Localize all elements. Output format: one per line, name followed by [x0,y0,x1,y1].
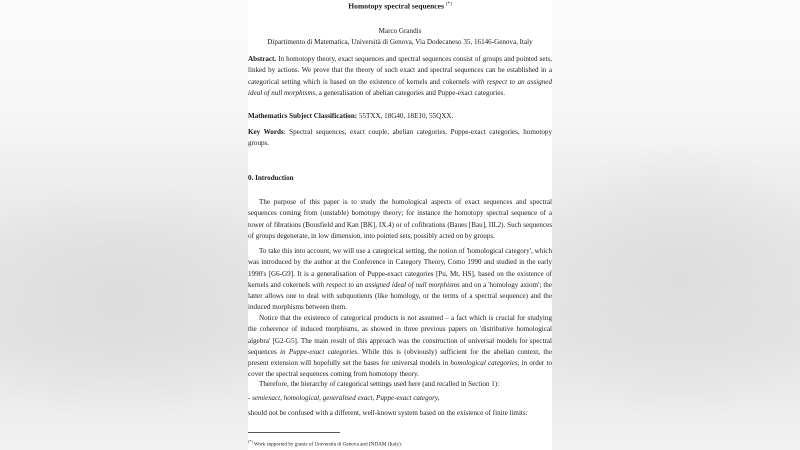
paragraph [248,313,552,381]
paper-title-text: Homotopy spectral sequences [348,1,444,11]
key-words [248,127,552,150]
paragraph-italic: homological categories [450,359,518,368]
abstract [248,54,552,99]
footnote-divider [248,432,340,433]
paragraph-italic: in Puppe-exact categories [280,347,358,356]
footnote [248,438,402,449]
paragraph-italic: with respect to an assigned ideal of null morphisms [311,280,460,289]
paragraph [248,246,552,314]
subject-classification [248,111,552,122]
author-name: Marco Grandis [378,27,422,35]
paragraph: Therefore, the hierarchy of categorical settings used here (and recalled in Section 1): [259,380,500,388]
footnote-text: Work supported by grants of Università di Genova and INDAM (Italy). [252,441,402,448]
abstract-label: Abstract. [248,55,277,63]
paragraph-text: Notice that the existence of categorical products is not assumed – a fact which is crucial for studying the coherence of induced morphisms, as showed in three previous papers on 'distributive homological algebra' [G2-G5]. The main result of this approach was the construction of universal models for spectral sequences [248,314,552,356]
abstract-text-2: , a generalisation of abelian categories and Puppe-exact categories. [315,88,506,97]
keywords-label: Key Words [248,128,284,136]
footnote-mark: (*) [248,439,253,444]
keywords-value: : Spectral sequences, exact couple, abelian categories, Puppe-exact categories, homotopy groups. [248,128,552,148]
msc-label: Mathematics Subject Classification: [248,112,358,120]
section-heading: 0. Introduction [248,174,294,182]
paragraph-text: , in order to cover the spectral sequences coming from homotopy theory. [248,359,552,379]
hierarchy-list: - semiexact, homological, generalised exact, Puppe-exact category, [248,394,440,402]
paragraph: should not be confused with a different, well-known system based on the existence of finite limits: [248,409,528,417]
title-footnote-mark: (*) [445,2,452,7]
msc-value: 55TXX, 18G40, 18E10, 55QXX. [357,112,454,120]
paper-title [248,0,552,12]
abstract-text-italic: with respect to an assigned ideal of null morphisms [248,77,552,97]
paragraph-text: To take this into account, we will use a categorical setting, the notion of 'homological category', which was introduced by the author at the Conference in Category Theory, Como 1990 and studied in the early 1990's [G6-G9]. It is a generalisation of Puppe-exact categories [Pu, Mt, HS], based on the existence of kernels and cokernels [248,247,552,289]
abstract-text-1: In homotopy theory, exact sequences and spectral sequences consist of groups and pointed sets, linked by actions. We prove that the theory of such exact and spectral sequences can be established in a categorical setting which is based on the existence of kernels and cokernels [248,55,552,86]
paragraph: The purpose of this paper is to study the homological aspects of exact sequences and spectral sequences coming from (unstable) homotopy theory; for instance the homotopy spectral sequence of a tower of fibrations (Bousfield and Kan [BK], IX.4) or of cofibrations (Baues [Bau], III.2). Such sequences of groups degenerate, in low dimension, into pointed sets, possibly acted on by groups. [248,198,552,240]
paragraph-text: and on a 'homology axiom'; the latter allows one to deal with subquotients (like homology, or the terms of a spectral sequence) and the induced morphisms between them. [248,280,552,312]
author-affiliation: Dipartimento di Matematica, Università di Genova, Via Dodecaneso 35, 16146-Genova, Italy [267,38,533,46]
paragraph-text: . While this is (obviously) sufficient for the abelian context, the present extension will hopefully set the bases for universal models in [248,347,552,368]
document-page [248,0,552,450]
